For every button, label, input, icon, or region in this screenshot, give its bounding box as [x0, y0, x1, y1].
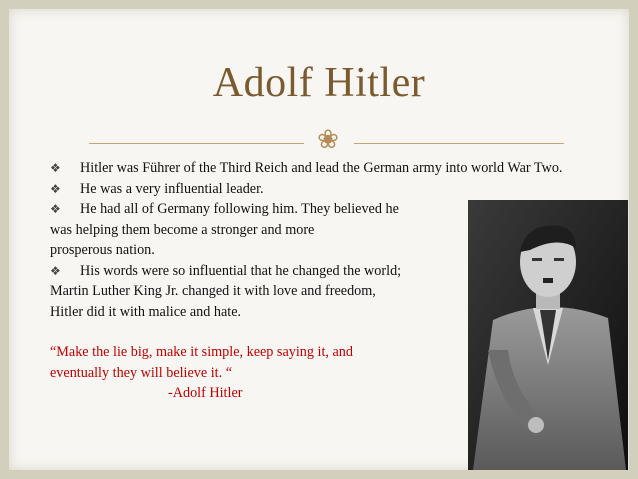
bullet-line: [50, 179, 590, 200]
quote-line: eventually they will believe it. “: [50, 364, 233, 381]
double-chevron-icon: ❖︎: [50, 263, 61, 278]
text-line: Hitler did it with malice and hate.: [50, 303, 242, 320]
text-line: prosperous nation.: [50, 242, 155, 258]
double-chevron-icon: ❖︎: [50, 202, 61, 216]
double-chevron-icon: ❖︎: [50, 161, 61, 175]
line-text: Hitler was Führer of the Third Reich and lead the German army into world War Two.: [80, 160, 563, 176]
portrait-photo-icon: [468, 200, 628, 470]
quote-line: “Make the lie big, make it simple, keep saying it, and: [50, 344, 353, 360]
bullet-line: [50, 158, 590, 179]
text-line: Martin Luther King Jr. changed it with love and freedom,: [50, 283, 376, 299]
line-text: He was a very influential leader.: [80, 180, 264, 197]
quote-signature: -Adolf Hitler: [168, 385, 243, 401]
slide-title: Adolf Hitler: [212, 60, 426, 106]
line-text: He had all of Germany following him. They believed he: [80, 201, 399, 217]
portrait-photo-graphic: [468, 200, 628, 470]
title-rule-right: [354, 143, 564, 144]
curl-ornament-icon: ❀: [317, 125, 339, 154]
double-chevron-icon: ❖︎: [50, 181, 61, 196]
text-line: was helping them become a stronger and more: [50, 221, 315, 238]
title-rule-left: [89, 143, 304, 144]
line-text: His words were so influential that he changed the world;: [80, 262, 402, 279]
